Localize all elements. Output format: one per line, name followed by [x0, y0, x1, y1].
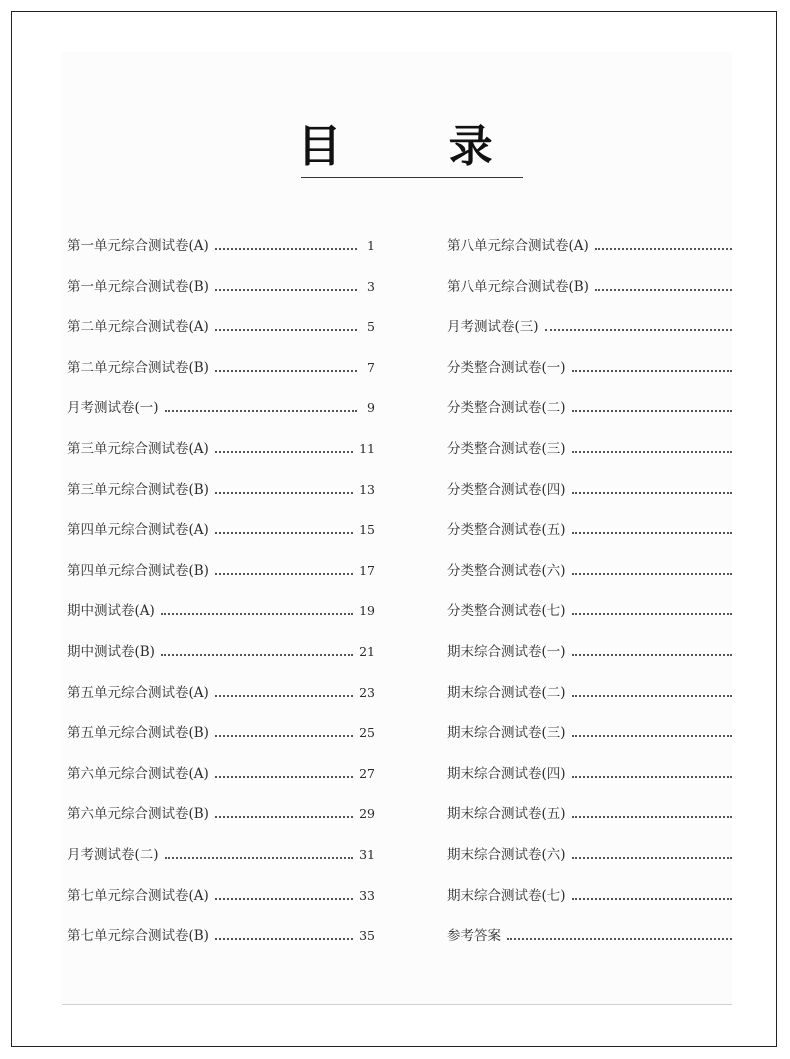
toc-entry-label: 期末综合测试卷(五) — [447, 806, 566, 823]
page-title: 目 录 — [297, 121, 539, 172]
dot-leader — [215, 804, 353, 818]
toc-entry-page-number: 11 — [359, 440, 375, 456]
toc-entry[interactable] — [447, 439, 732, 480]
dot-leader — [215, 683, 353, 697]
dot-leader — [165, 845, 354, 859]
dot-leader — [165, 398, 357, 412]
toc-entry-page-number: 1 — [367, 238, 375, 253]
toc-entry[interactable] — [67, 398, 375, 439]
dot-leader — [215, 520, 353, 534]
toc-entry-label: 分类整合测试卷(五) — [447, 522, 566, 539]
toc-entry[interactable] — [67, 683, 375, 724]
toc-entry[interactable] — [67, 845, 375, 886]
dot-leader — [572, 845, 732, 859]
dot-leader — [572, 520, 732, 534]
toc-entry-label: 期末综合测试卷(二) — [447, 684, 566, 701]
dot-leader — [215, 236, 357, 250]
toc-entry-label: 第四单元综合测试卷(B) — [67, 562, 209, 579]
dot-leader — [215, 764, 353, 778]
toc-entry[interactable] — [67, 601, 375, 642]
toc-entry-label: 第六单元综合测试卷(A) — [67, 765, 209, 782]
toc-entry-label: 参考答案 — [447, 928, 501, 945]
dot-leader — [215, 439, 353, 453]
toc-entry-label: 期中测试卷(B) — [67, 643, 155, 660]
toc-entry-page-number: 19 — [359, 603, 375, 619]
toc-entry-page-number: 25 — [359, 725, 375, 741]
toc-entry-label: 分类整合测试卷(六) — [447, 562, 566, 579]
toc-entry-label: 第八单元综合测试卷(A) — [447, 238, 589, 254]
toc-entry-label: 月考测试卷(二) — [67, 846, 159, 863]
toc-entry-label: 月考测试卷(一) — [67, 400, 159, 417]
dot-leader — [161, 642, 353, 656]
toc-entry-label: 第五单元综合测试卷(B) — [67, 725, 209, 742]
toc-entry-label: 分类整合测试卷(一) — [447, 359, 566, 376]
dot-leader — [572, 398, 732, 412]
toc-entry[interactable] — [447, 398, 732, 439]
toc-entry-page-number: 21 — [359, 643, 375, 659]
toc-entry-label: 月考测试卷(三) — [447, 319, 539, 336]
toc-entry[interactable] — [67, 520, 375, 561]
dot-leader — [595, 277, 732, 291]
toc-entry[interactable] — [67, 723, 375, 764]
toc-entry[interactable] — [447, 642, 732, 683]
toc-entry[interactable] — [67, 277, 375, 318]
toc-entry[interactable] — [447, 804, 732, 845]
toc-entry-label: 第七单元综合测试卷(A) — [67, 887, 209, 904]
toc-entry-page-number: 9 — [367, 400, 375, 416]
toc-entry[interactable] — [67, 317, 375, 358]
toc-entry[interactable] — [67, 561, 375, 602]
toc-entry-page-number: 23 — [359, 684, 375, 700]
dot-leader — [572, 886, 732, 900]
toc-entry[interactable] — [447, 845, 732, 886]
toc-entry[interactable] — [447, 480, 732, 521]
toc-entry[interactable] — [447, 561, 732, 602]
toc-entry-label: 第八单元综合测试卷(B) — [447, 278, 589, 295]
dot-leader — [215, 480, 353, 494]
toc-entry-page-number: 17 — [359, 562, 375, 578]
dot-leader — [572, 764, 732, 778]
toc-entry-page-number: 31 — [359, 846, 375, 862]
dot-leader — [572, 601, 732, 615]
toc-entry[interactable] — [67, 480, 375, 521]
toc-entry-label: 期末综合测试卷(六) — [447, 846, 566, 863]
toc-entry[interactable] — [67, 764, 375, 805]
toc-entry-page-number: 15 — [359, 522, 375, 538]
toc-entry-label: 第三单元综合测试卷(A) — [67, 440, 209, 457]
dot-leader — [572, 561, 732, 575]
dot-leader — [215, 358, 357, 372]
toc-entry-page-number: 13 — [359, 481, 375, 497]
toc-entry-label: 分类整合测试卷(七) — [447, 603, 566, 620]
toc-entry[interactable] — [67, 236, 375, 277]
toc-entry[interactable] — [447, 764, 732, 805]
toc-entry[interactable] — [447, 520, 732, 561]
toc-entry-page-number: 27 — [359, 765, 375, 781]
toc-entry-label: 第二单元综合测试卷(A) — [67, 319, 209, 336]
toc-entry[interactable] — [67, 926, 375, 967]
toc-right-column — [447, 236, 732, 967]
toc-entry[interactable] — [67, 886, 375, 927]
toc-entry[interactable] — [447, 277, 732, 318]
toc-entry-label: 期末综合测试卷(七) — [447, 887, 566, 904]
toc-entry[interactable] — [447, 358, 732, 399]
toc-entry[interactable] — [447, 723, 732, 764]
dot-leader — [572, 358, 732, 372]
toc-entry[interactable] — [447, 683, 732, 724]
toc-entry-label: 第一单元综合测试卷(B) — [67, 278, 209, 295]
toc-entry-page-number: 33 — [359, 887, 375, 903]
toc-entry-page-number: 29 — [359, 806, 375, 822]
toc-entry-page-number: 5 — [367, 319, 375, 335]
dot-leader — [572, 439, 732, 453]
dot-leader — [215, 926, 353, 940]
toc-entry[interactable] — [67, 804, 375, 845]
title-underline — [301, 177, 523, 178]
toc-entry[interactable] — [447, 236, 732, 277]
toc-entry-label: 分类整合测试卷(三) — [447, 440, 566, 457]
toc-entry-label: 期末综合测试卷(四) — [447, 765, 566, 782]
toc-entry-page-number: 3 — [367, 278, 375, 294]
toc-entry-label: 第二单元综合测试卷(B) — [67, 359, 209, 376]
toc-entry-label: 第五单元综合测试卷(A) — [67, 684, 209, 701]
dot-leader — [572, 480, 732, 494]
toc-entry-label: 第四单元综合测试卷(A) — [67, 522, 209, 539]
dot-leader — [215, 723, 353, 737]
toc-entry[interactable] — [447, 317, 732, 358]
dot-leader — [215, 277, 357, 291]
dot-leader — [215, 886, 353, 900]
toc-left-column — [67, 236, 375, 967]
toc-entry[interactable] — [67, 642, 375, 683]
dot-leader — [215, 561, 353, 575]
toc-entry-page-number: 7 — [367, 359, 375, 375]
toc-entry-label: 第七单元综合测试卷(B) — [67, 928, 209, 945]
toc-entry[interactable] — [447, 601, 732, 642]
dot-leader — [572, 683, 732, 697]
dot-leader — [161, 601, 353, 615]
dot-leader — [595, 236, 732, 250]
toc-entry-label: 分类整合测试卷(四) — [447, 481, 566, 498]
dot-leader — [545, 317, 732, 331]
toc-entry[interactable] — [67, 358, 375, 399]
toc-entry-page-number: 35 — [359, 928, 375, 944]
toc-entry[interactable] — [447, 886, 732, 927]
toc-entry[interactable] — [447, 926, 732, 967]
dot-leader — [572, 723, 732, 737]
toc-entry-label: 分类整合测试卷(二) — [447, 400, 566, 417]
toc-entry[interactable] — [67, 439, 375, 480]
toc-entry-label: 第一单元综合测试卷(A) — [67, 238, 209, 254]
dot-leader — [507, 926, 732, 940]
toc-entry-label: 期中测试卷(A) — [67, 603, 155, 620]
toc-entry-label: 期末综合测试卷(一) — [447, 643, 566, 660]
dot-leader — [572, 642, 732, 656]
dot-leader — [572, 804, 732, 818]
toc-entry-label: 期末综合测试卷(三) — [447, 725, 566, 742]
toc-entry-label: 第六单元综合测试卷(B) — [67, 806, 209, 823]
toc-entry-label: 第三单元综合测试卷(B) — [67, 481, 209, 498]
dot-leader — [215, 317, 357, 331]
